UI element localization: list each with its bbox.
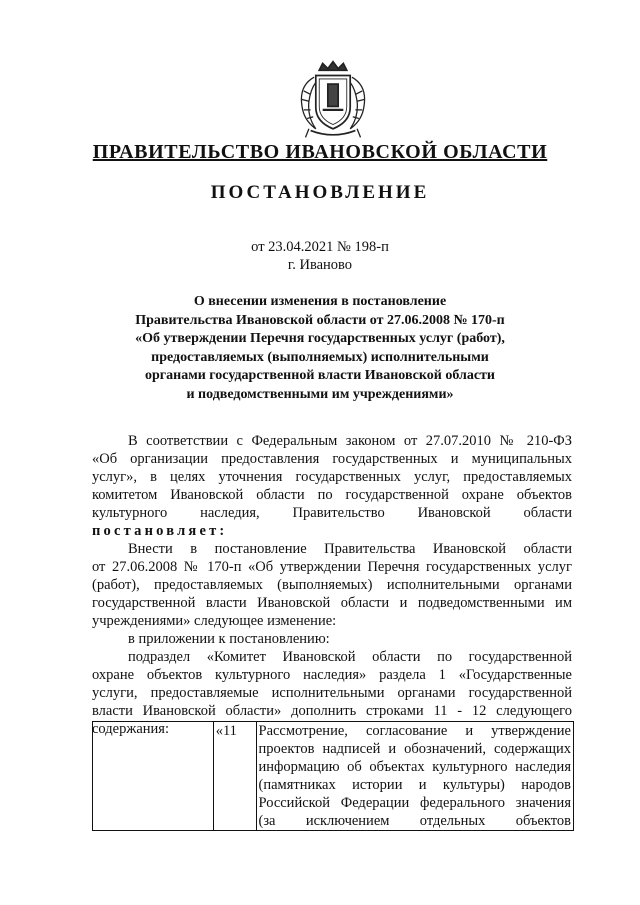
- body-line: государственной власти Ивановской области и подведомственными им: [92, 595, 572, 611]
- document-date-number: от 23.04.2021 № 198-п: [251, 239, 389, 255]
- body-line: культурного наследия, Правительство Ивановской области: [92, 505, 572, 521]
- service-line: (за исключением отдельных объектов: [258, 813, 571, 829]
- heading-line: О внесении изменения в постановление: [193, 294, 447, 309]
- body-line: (работ), предоставляемых (выполняемых) исполнительными органами: [92, 577, 572, 593]
- org-title: ПРАВИТЕЛЬСТВО ИВАНОВСКОЙ ОБЛАСТИ: [92, 141, 548, 163]
- body-line: В соответствии с Федеральным законом от 27.07.2010 № 210-ФЗ: [128, 433, 572, 449]
- document-type: ПОСТАНОВЛЕНИЕ: [210, 182, 430, 203]
- body-line: содержания:: [92, 721, 170, 737]
- body-line: услуги, предоставляемые исполнительными органами государственной: [92, 685, 572, 701]
- service-line: Российской Федерации федерального значения: [258, 795, 571, 811]
- table-cell-blank: [93, 722, 214, 831]
- body-line: охране объектов культурного наследия» раздела 1 «Государственные: [92, 667, 572, 683]
- body-line: власти Ивановской области» дополнить строками 11 - 12 следующего: [92, 703, 572, 719]
- body-line: подраздел «Комитет Ивановской области по государственной: [128, 649, 572, 665]
- heading-line: предоставляемых (выполняемых) исполнительными: [151, 349, 489, 365]
- body-line: в приложении к постановлению:: [128, 631, 330, 647]
- table-row: [93, 722, 574, 831]
- document-body: [92, 432, 572, 738]
- body-line: от 27.06.2008 № 170-п «Об утверждении Перечня государственных услуг: [92, 559, 572, 575]
- document-city: г. Иваново: [287, 257, 353, 273]
- decree-colon: :: [219, 523, 225, 539]
- decree-word: постановляет: [92, 523, 220, 539]
- body-line: «Об организации предоставления государственных и муниципальных: [92, 451, 572, 467]
- table-cell-number: «11: [213, 722, 256, 831]
- body-line: услуг», в целях уточнения государственных услуг, предоставляемых: [92, 469, 572, 485]
- services-table: [92, 721, 574, 831]
- body-line: Внести в постановление Правительства Ивановской области: [128, 541, 572, 557]
- service-line: (памятниках истории и культуры) народов: [258, 777, 571, 793]
- heading-line: и подведомственными им учреждениями»: [186, 386, 454, 402]
- heading-line: «Об утверждении Перечня государственных услуг (работ),: [135, 331, 505, 346]
- service-line: проектов надписей и обозначений, содержащих: [258, 741, 571, 757]
- service-line: информацию об объектах культурного наследия: [258, 759, 571, 775]
- table-cell-service: [256, 722, 574, 831]
- coat-of-arms-icon: [290, 60, 376, 146]
- service-line: Рассмотрение, согласование и утверждение: [258, 723, 571, 739]
- decree-line: [92, 522, 572, 540]
- body-line: комитетом Ивановской области по государственной охране объектов: [92, 487, 572, 503]
- document-heading: [100, 293, 540, 404]
- heading-line: органами государственной власти Ивановской области: [144, 368, 495, 383]
- body-line: учреждениями» следующее изменение:: [92, 613, 337, 629]
- heading-line: Правительства Ивановской области от 27.06.2008 № 170-п: [135, 312, 505, 328]
